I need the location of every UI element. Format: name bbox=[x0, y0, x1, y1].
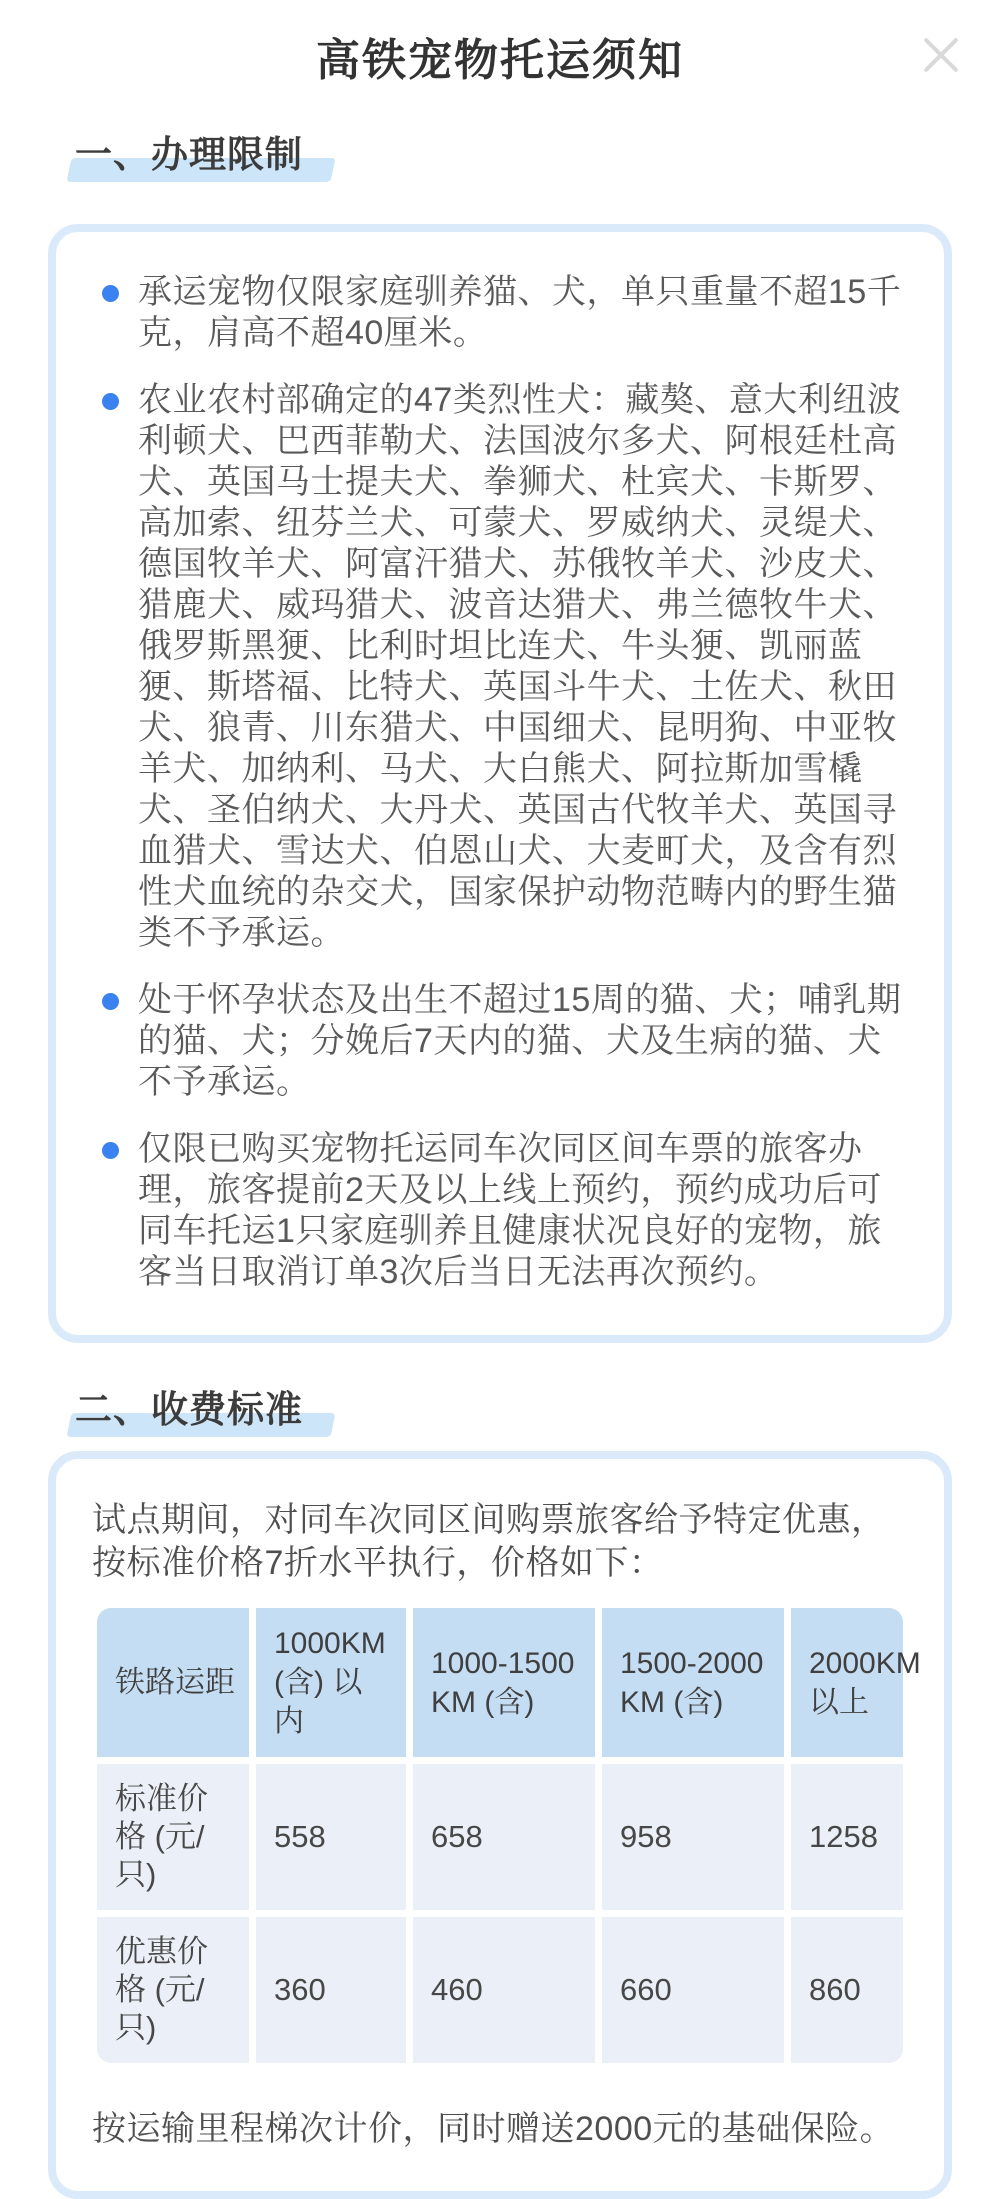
table-cell: 360 bbox=[256, 1917, 406, 2063]
price-table bbox=[90, 1601, 921, 2070]
page-title: 高铁宠物托运须知 bbox=[316, 36, 684, 85]
table-cell: 958 bbox=[602, 1764, 784, 1910]
bullet-dot-icon bbox=[102, 1142, 119, 1159]
table-row bbox=[97, 1917, 903, 2063]
table-header-cell: 1000-1500 KM (含) bbox=[413, 1608, 595, 1757]
list-item bbox=[88, 272, 910, 354]
restriction-text: 仅限已购买宠物托运同车次同区间车票的旅客办理，旅客提前2天及以上线上预约，预约成功后可同车托运1只家庭驯养且健康状况良好的宠物，旅客当日取消订单3次后当日无法再次预约。 bbox=[138, 1130, 882, 1291]
bullet-dot-icon bbox=[102, 393, 119, 410]
table-header-row bbox=[97, 1608, 903, 1757]
table-header-cell: 铁路运距 bbox=[97, 1608, 249, 1757]
pricing-note-text: 按运输里程梯次计价，同时赠送2000元的基础保险。 bbox=[92, 2110, 895, 2148]
bullet-dot-icon bbox=[102, 285, 119, 302]
table-cell: 860 bbox=[791, 1917, 903, 2063]
section-heading-pricing bbox=[75, 1379, 1000, 1433]
pricing-card bbox=[48, 1451, 952, 2199]
section-heading-text: 二、收费标准 bbox=[75, 1379, 303, 1433]
close-button[interactable] bbox=[916, 30, 966, 80]
table-row-label: 标准价格 (元/只) bbox=[97, 1764, 249, 1910]
table-header-cell: 2000KM 以上 bbox=[791, 1608, 903, 1757]
table-header-cell: 1000KM (含) 以内 bbox=[256, 1608, 406, 1757]
restriction-text: 处于怀孕状态及出生不超过15周的猫、犬；哺乳期的猫、犬；分娩后7天内的猫、犬及生病的猫、犬不予承运。 bbox=[138, 981, 902, 1101]
table-cell: 660 bbox=[602, 1917, 784, 2063]
table-cell: 658 bbox=[413, 1764, 595, 1910]
table-header-cell: 1500-2000 KM (含) bbox=[602, 1608, 784, 1757]
restrictions-card bbox=[48, 224, 952, 1343]
restriction-text: 承运宠物仅限家庭驯养猫、犬，单只重量不超15千克，肩高不超40厘米。 bbox=[138, 273, 902, 352]
pricing-intro-text: 试点期间，对同车次同区间购票旅客给予特定优惠，按标准价格7折水平执行，价格如下： bbox=[92, 1501, 886, 1582]
table-cell: 558 bbox=[256, 1764, 406, 1910]
table-row-label: 优惠价格 (元/只) bbox=[97, 1917, 249, 2063]
list-item bbox=[88, 1129, 910, 1293]
list-item bbox=[88, 380, 910, 954]
section-heading-restrictions bbox=[75, 124, 1000, 178]
restriction-text: 农业农村部确定的47类烈性犬：藏獒、意大利纽波利顿犬、巴西菲勒犬、法国波尔多犬、阿根廷杜高犬、英国马士提夫犬、拳狮犬、杜宾犬、卡斯罗、高加索、纽芬兰犬、可蒙犬、罗威纳犬、灵缇犬、德国牧羊犬、阿富汗猎犬、苏俄牧羊犬、沙皮犬、猎鹿犬、威玛猎犬、波音达猎犬、弗兰德牧牛犬、俄罗斯黑㹴、比利时坦比连犬、牛头㹴、凯丽蓝㹴、斯塔福、比特犬、英国斗牛犬、土佐犬、秋田犬、狼青、川东猎犬、中国细犬、昆明狗、中亚牧羊犬、加纳利、马犬、大白熊犬、阿拉斯加雪橇犬、圣伯纳犬、大丹犬、英国古代牧羊犬、英国寻血猎犬、雪达犬、伯恩山犬、大麦町犬，及含有烈性犬血统的杂交犬，国家保护动物范畴内的野生猫类不予承运。 bbox=[138, 381, 902, 952]
table-row bbox=[97, 1764, 903, 1910]
section-heading-text: 一、办理限制 bbox=[75, 124, 303, 178]
bullet-dot-icon bbox=[102, 993, 119, 1010]
restrictions-list bbox=[88, 272, 910, 1293]
list-item bbox=[88, 980, 910, 1103]
close-icon bbox=[916, 30, 966, 80]
table-cell: 1258 bbox=[791, 1764, 903, 1910]
table-cell: 460 bbox=[413, 1917, 595, 2063]
